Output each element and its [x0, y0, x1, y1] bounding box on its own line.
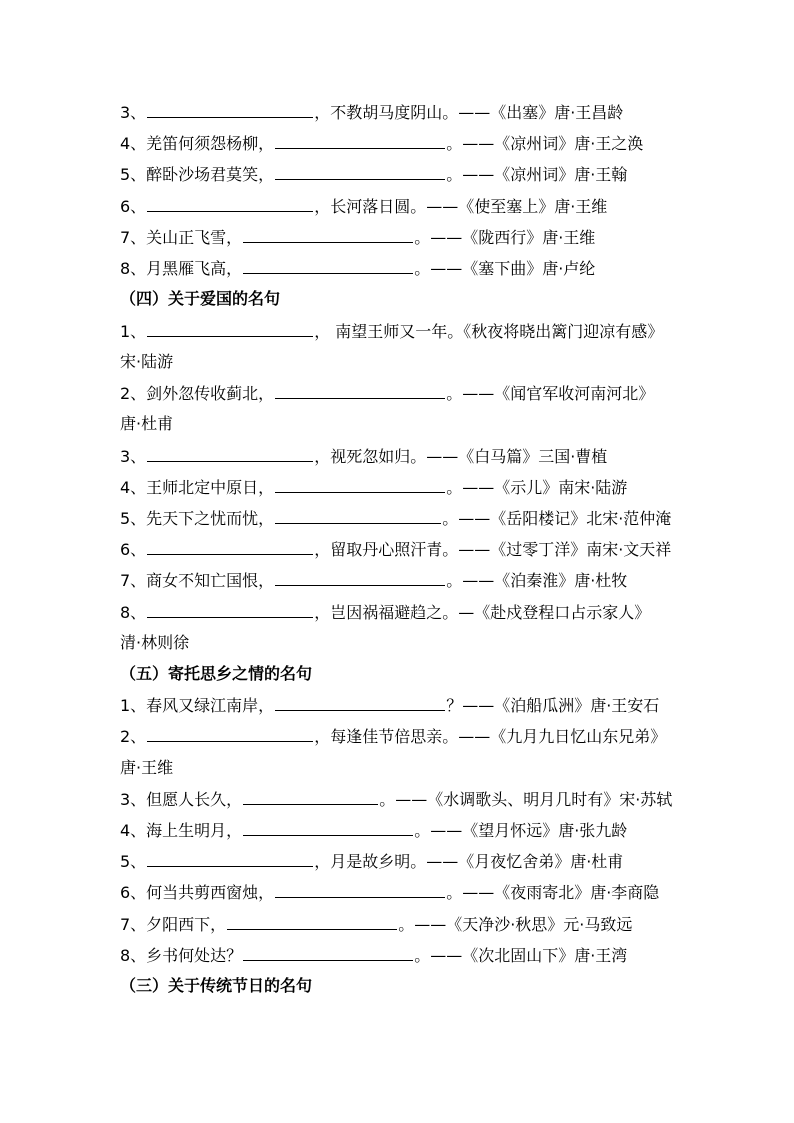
question-line — [120, 914, 632, 935]
verse-text: 3、但愿人长久， — [120, 790, 243, 809]
section-heading: （四）关于爱国的名句 — [120, 289, 281, 308]
verse-text: ？——《泊船瓜洲》唐·王安石 — [446, 696, 660, 715]
question-line — [120, 539, 671, 560]
verse-text: ，每逢佳节倍思亲。——《九月九日忆山东兄弟》 — [314, 727, 667, 746]
verse-text: 1、春风又绿江南岸， — [120, 696, 275, 715]
answer-blank[interactable] — [243, 820, 413, 836]
question-number: 5、 — [120, 852, 147, 871]
answer-blank[interactable] — [243, 227, 413, 243]
question-line — [120, 321, 663, 342]
question-line — [120, 196, 607, 217]
verse-text: ，视死忽如归。——《白马篇》三国·曹植 — [314, 447, 608, 466]
verse-text: 7、关山正飞雪， — [120, 228, 243, 247]
answer-blank[interactable] — [275, 695, 445, 711]
verse-text: 8、乡书何处达？ — [120, 946, 243, 965]
verse-text: 。——《陇西行》唐·王维 — [414, 228, 596, 247]
source-continuation: 唐·王维 — [120, 758, 174, 777]
verse-text: ， 南望王师又一年。《秋夜将晓出篱门迎凉有感》 — [314, 322, 664, 341]
answer-blank[interactable] — [275, 882, 445, 898]
question-line — [120, 820, 627, 841]
verse-text: ，月是故乡明。——《月夜忆舍弟》唐·杜甫 — [314, 852, 624, 871]
question-line — [120, 477, 627, 498]
question-number: 3、 — [120, 103, 147, 122]
verse-text: 4、海上生明月， — [120, 821, 243, 840]
verse-text: 6、何当共剪西窗烛， — [120, 883, 275, 902]
answer-blank[interactable] — [147, 102, 313, 118]
answer-blank[interactable] — [227, 914, 397, 930]
question-line — [120, 164, 627, 185]
question-number: 6、 — [120, 197, 147, 216]
answer-blank[interactable] — [275, 570, 445, 586]
verse-text: 。——《夜雨寄北》唐·李商隐 — [446, 883, 660, 902]
answer-blank[interactable] — [147, 446, 313, 462]
answer-blank[interactable] — [147, 726, 313, 742]
verse-text: 。——《水调歌头、明月几时有》宋·苏轼 — [379, 790, 673, 809]
question-line — [120, 945, 627, 966]
question-line — [120, 570, 627, 591]
question-line — [120, 102, 623, 123]
answer-blank[interactable] — [147, 321, 313, 337]
verse-text: ，留取丹心照汗青。——《过零丁洋》南宋·文天祥 — [314, 540, 672, 559]
verse-text: ，不教胡马度阴山。——《出塞》唐·王昌龄 — [314, 103, 624, 122]
question-number: 1、 — [120, 322, 147, 341]
question-number: 6、 — [120, 540, 147, 559]
answer-blank[interactable] — [275, 477, 445, 493]
source-continuation: 宋·陆游 — [120, 352, 174, 371]
answer-blank[interactable] — [275, 133, 445, 149]
verse-text: 。——《凉州词》唐·王之涣 — [446, 134, 644, 153]
source-continuation: 唐·杜甫 — [120, 414, 174, 433]
verse-text: 。——《岳阳楼记》北宋·范仲淹 — [442, 509, 672, 528]
source-continuation: 清·林则徐 — [120, 633, 190, 652]
answer-blank[interactable] — [243, 945, 413, 961]
answer-blank[interactable] — [243, 258, 413, 274]
question-line — [120, 882, 659, 903]
question-line — [120, 602, 650, 623]
answer-blank[interactable] — [275, 383, 445, 399]
verse-text: 4、羌笛何须怨杨柳， — [120, 134, 275, 153]
verse-text: 4、王师北定中原日， — [120, 478, 275, 497]
verse-text: 。——《望月怀远》唐·张九龄 — [414, 821, 628, 840]
verse-text: 。——《次北固山下》唐·王湾 — [414, 946, 628, 965]
question-line — [120, 695, 659, 716]
answer-blank[interactable] — [147, 196, 313, 212]
question-line — [120, 508, 671, 529]
section-heading: （三）关于传统节日的名句 — [120, 976, 313, 995]
question-line — [120, 258, 595, 279]
verse-text: 。——《示儿》南宋·陆游 — [446, 478, 628, 497]
verse-text: 7、商女不知亡国恨， — [120, 571, 275, 590]
verse-text: 5、醉卧沙场君莫笑， — [120, 165, 275, 184]
verse-text: 。——《天净沙·秋思》元·马致远 — [398, 915, 633, 934]
verse-text: 。——《泊秦淮》唐·杜牧 — [446, 571, 628, 590]
verse-text: ，岂因祸福避趋之。—《赴戍登程口占示家人》 — [314, 603, 651, 622]
question-number: 2、 — [120, 727, 147, 746]
question-line — [120, 851, 623, 872]
verse-text: ，长河落日圆。——《使至塞上》唐·王维 — [314, 197, 608, 216]
verse-text: 8、月黑雁飞高， — [120, 259, 243, 278]
verse-text: 。——《塞下曲》唐·卢纶 — [414, 259, 596, 278]
answer-blank[interactable] — [275, 508, 441, 524]
question-number: 3、 — [120, 447, 147, 466]
section-heading: （五）寄托思乡之情的名句 — [120, 664, 313, 683]
question-line — [120, 227, 595, 248]
answer-blank[interactable] — [147, 539, 313, 555]
question-line — [120, 133, 643, 154]
question-line — [120, 789, 672, 810]
answer-blank[interactable] — [147, 602, 313, 618]
answer-blank[interactable] — [243, 789, 378, 805]
verse-text: 7、夕阳西下， — [120, 915, 227, 934]
verse-text: 。——《闻官军收河南河北》 — [446, 384, 655, 403]
verse-text: 2、剑外忽传收蓟北， — [120, 384, 275, 403]
verse-text: 。——《凉州词》唐·王翰 — [446, 165, 628, 184]
question-line — [120, 446, 607, 467]
answer-blank[interactable] — [275, 164, 445, 180]
answer-blank[interactable] — [147, 851, 313, 867]
question-line — [120, 383, 654, 404]
verse-text: 5、先天下之忧而忧， — [120, 509, 275, 528]
question-number: 8、 — [120, 603, 147, 622]
question-line — [120, 726, 666, 747]
